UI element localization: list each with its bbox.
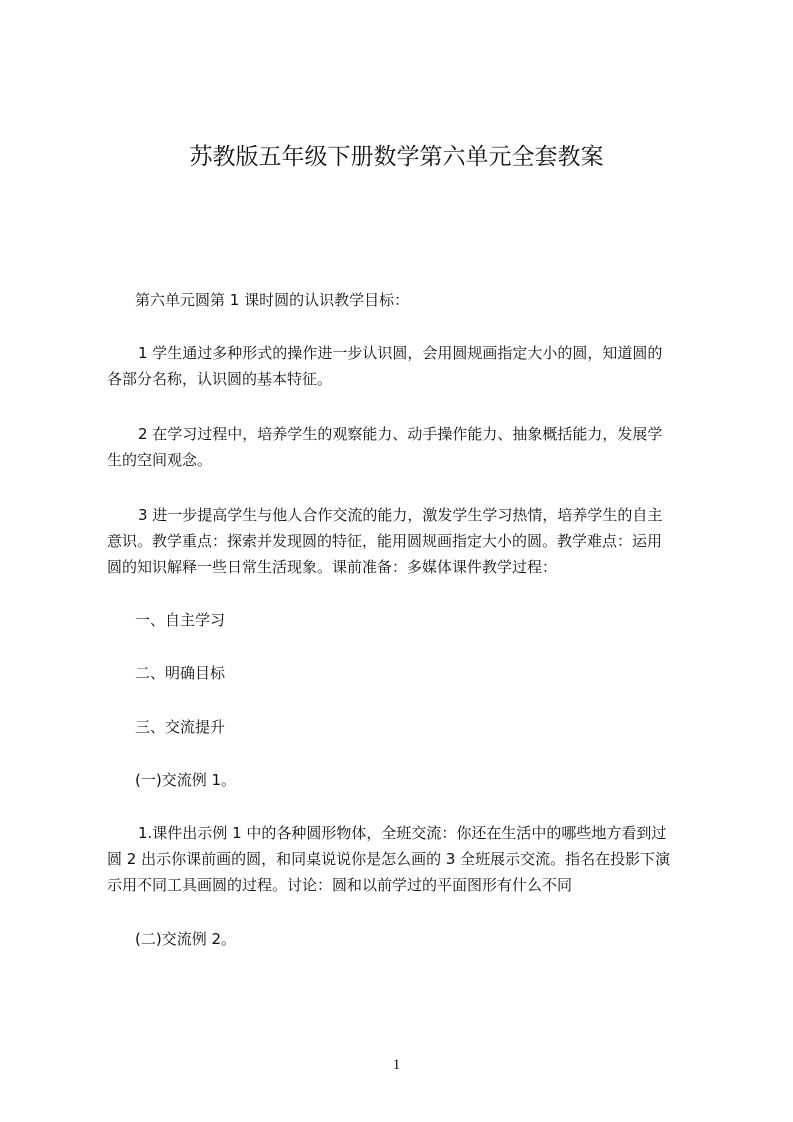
subsection-heading-2: (二)交流例 2。 xyxy=(135,930,237,948)
section-heading-1: 一、自主学习 xyxy=(135,611,226,629)
goal-3-line-3: 圆的知识解释一些日常生活现象。课前准备：多媒体课件教学过程： xyxy=(107,558,558,576)
goal-2-line-2: 生的空间观念。 xyxy=(107,451,213,469)
goal-3-line-1: 3 进一步提高学生与他人合作交流的能力，激发学生学习热情，培养学生的自主 xyxy=(138,506,663,524)
goal-3-line-2: 意识。教学重点：探索并发现圆的特征，能用圆规画指定大小的圆。教学难点：运用 xyxy=(107,532,663,550)
section-heading-3: 三、交流提升 xyxy=(135,718,226,736)
step-1-line-1: 1.课件出示例 1 中的各种圆形物体，全班交流：你还在生活中的哪些地方看到过 xyxy=(138,824,667,842)
section-heading-2: 二、明确目标 xyxy=(135,664,226,682)
document-title: 苏教版五年级下册数学第六单元全套教案 xyxy=(189,144,604,170)
goal-2-line-1: 2 在学习过程中，培养学生的观察能力、动手操作能力、抽象概括能力，发展学 xyxy=(138,425,663,443)
goal-1-line-1: 1 学生通过多种形式的操作进一步认识圆，会用圆规画指定大小的圆，知道圆的 xyxy=(138,344,663,362)
goal-1-line-2: 各部分名称，认识圆的基本特征。 xyxy=(107,370,333,388)
page-number: 1 xyxy=(392,1057,401,1073)
step-1-line-2: 圆 2 出示你课前画的圆，和同桌说说你是怎么画的 3 全班展示交流。指名在投影下演 xyxy=(107,850,671,868)
subsection-heading-1: (一)交流例 1。 xyxy=(135,771,237,789)
step-1-line-3: 示用不同工具画圆的过程。讨论：圆和以前学过的平面图形有什么不同 xyxy=(107,876,573,894)
intro-paragraph: 第六单元圆第 1 课时圆的认识教学目标： xyxy=(135,291,410,309)
